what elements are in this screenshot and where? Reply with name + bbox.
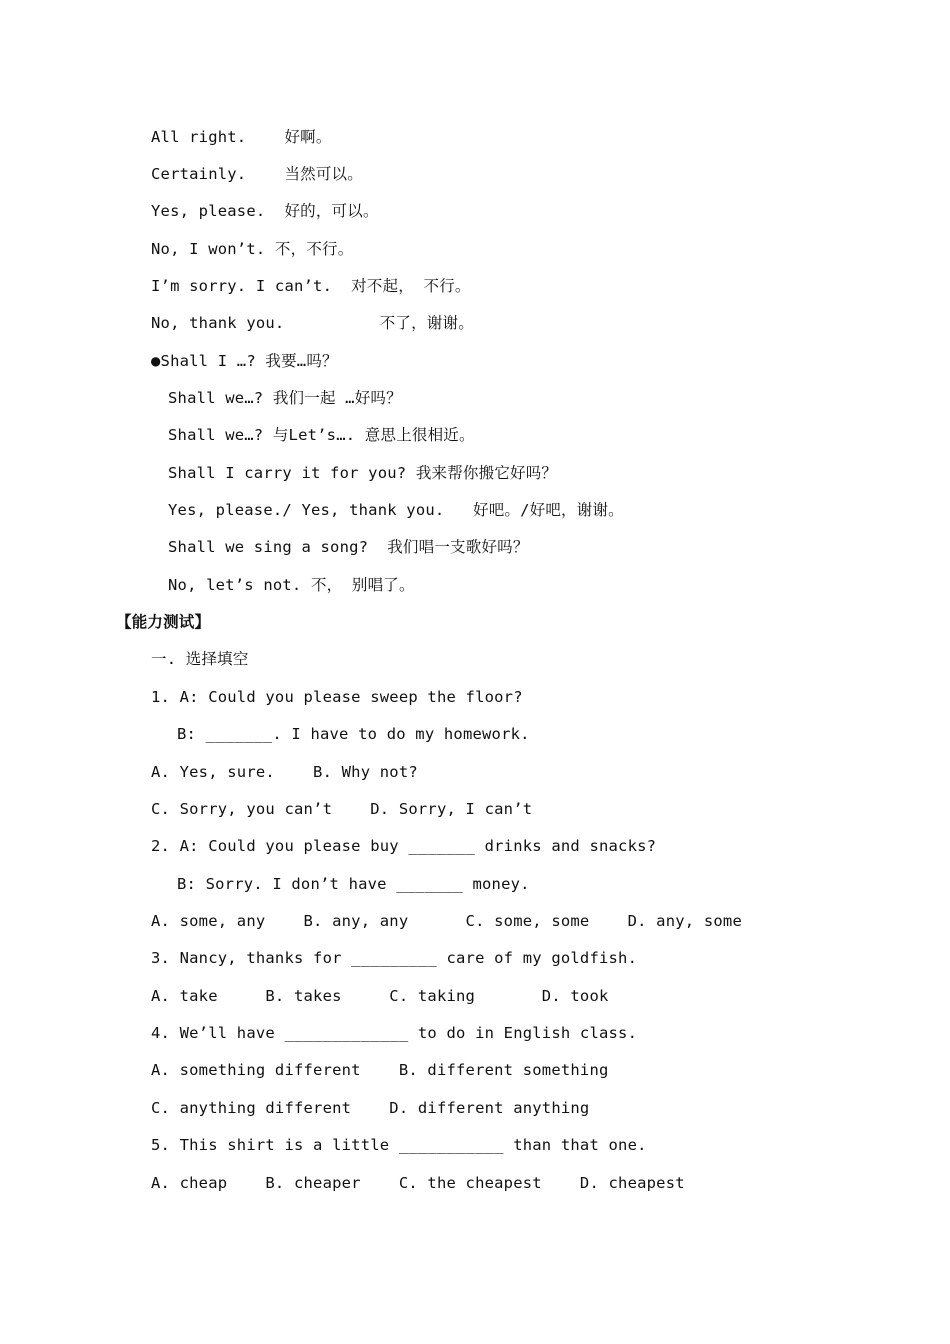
phrase-line: No, I won’t. 不，不行。: [151, 240, 354, 258]
phrase-line: Shall we…? 与Let’s…. 意思上很相近。: [168, 426, 475, 444]
phrase-line: I’m sorry. I can’t. 对不起， 不行。: [151, 277, 471, 295]
question-line: 5. This shirt is a little ___________ than that one.: [151, 1136, 647, 1154]
phrase-line: No, let’s not. 不， 别唱了。: [168, 576, 415, 594]
option-line: C. anything different D. different anything: [151, 1099, 590, 1117]
phrase-line: Yes, please./ Yes, thank you. 好吧。/好吧，谢谢。: [168, 501, 624, 519]
phrase-line: Yes, please. 好的，可以。: [151, 202, 379, 220]
question-line: 2. A: Could you please buy _______ drinks and snacks?: [151, 837, 657, 855]
exercise-title: 一. 选择填空: [151, 650, 249, 668]
phrase-line: Shall I carry it for you? 我来帮你搬它好吗？: [168, 464, 558, 482]
option-line: A. Yes, sure. B. Why not?: [151, 763, 418, 781]
option-line: A. take B. takes C. taking D. took: [151, 987, 609, 1005]
phrase-line: Shall we sing a song? 我们唱一支歌好吗？: [168, 538, 529, 556]
phrase-line: Certainly. 当然可以。: [151, 165, 363, 183]
option-line: A. some, any B. any, any C. some, some D. any, some: [151, 912, 742, 930]
bullet-line: ●Shall I …? 我要…吗？: [151, 352, 338, 370]
phrase-line: No, thank you. 不了，谢谢。: [151, 314, 474, 332]
question-line: 4. We’ll have _____________ to do in English class.: [151, 1024, 638, 1042]
option-line: C. Sorry, you can’t D. Sorry, I can’t: [151, 800, 533, 818]
phrase-line: Shall we…? 我们一起 …好吗？: [168, 389, 402, 407]
phrase-line: All right. 好啊。: [151, 128, 332, 146]
question-line: B: Sorry. I don’t have _______ money.: [177, 875, 530, 893]
option-line: A. something different B. different something: [151, 1061, 609, 1079]
section-heading: 【能力测试】: [116, 613, 211, 631]
question-line: 3. Nancy, thanks for _________ care of my goldfish.: [151, 949, 638, 967]
option-line: A. cheap B. cheaper C. the cheapest D. cheapest: [151, 1174, 685, 1192]
question-line: 1. A: Could you please sweep the floor?: [151, 688, 523, 706]
question-line: B: _______. I have to do my homework.: [177, 725, 530, 743]
